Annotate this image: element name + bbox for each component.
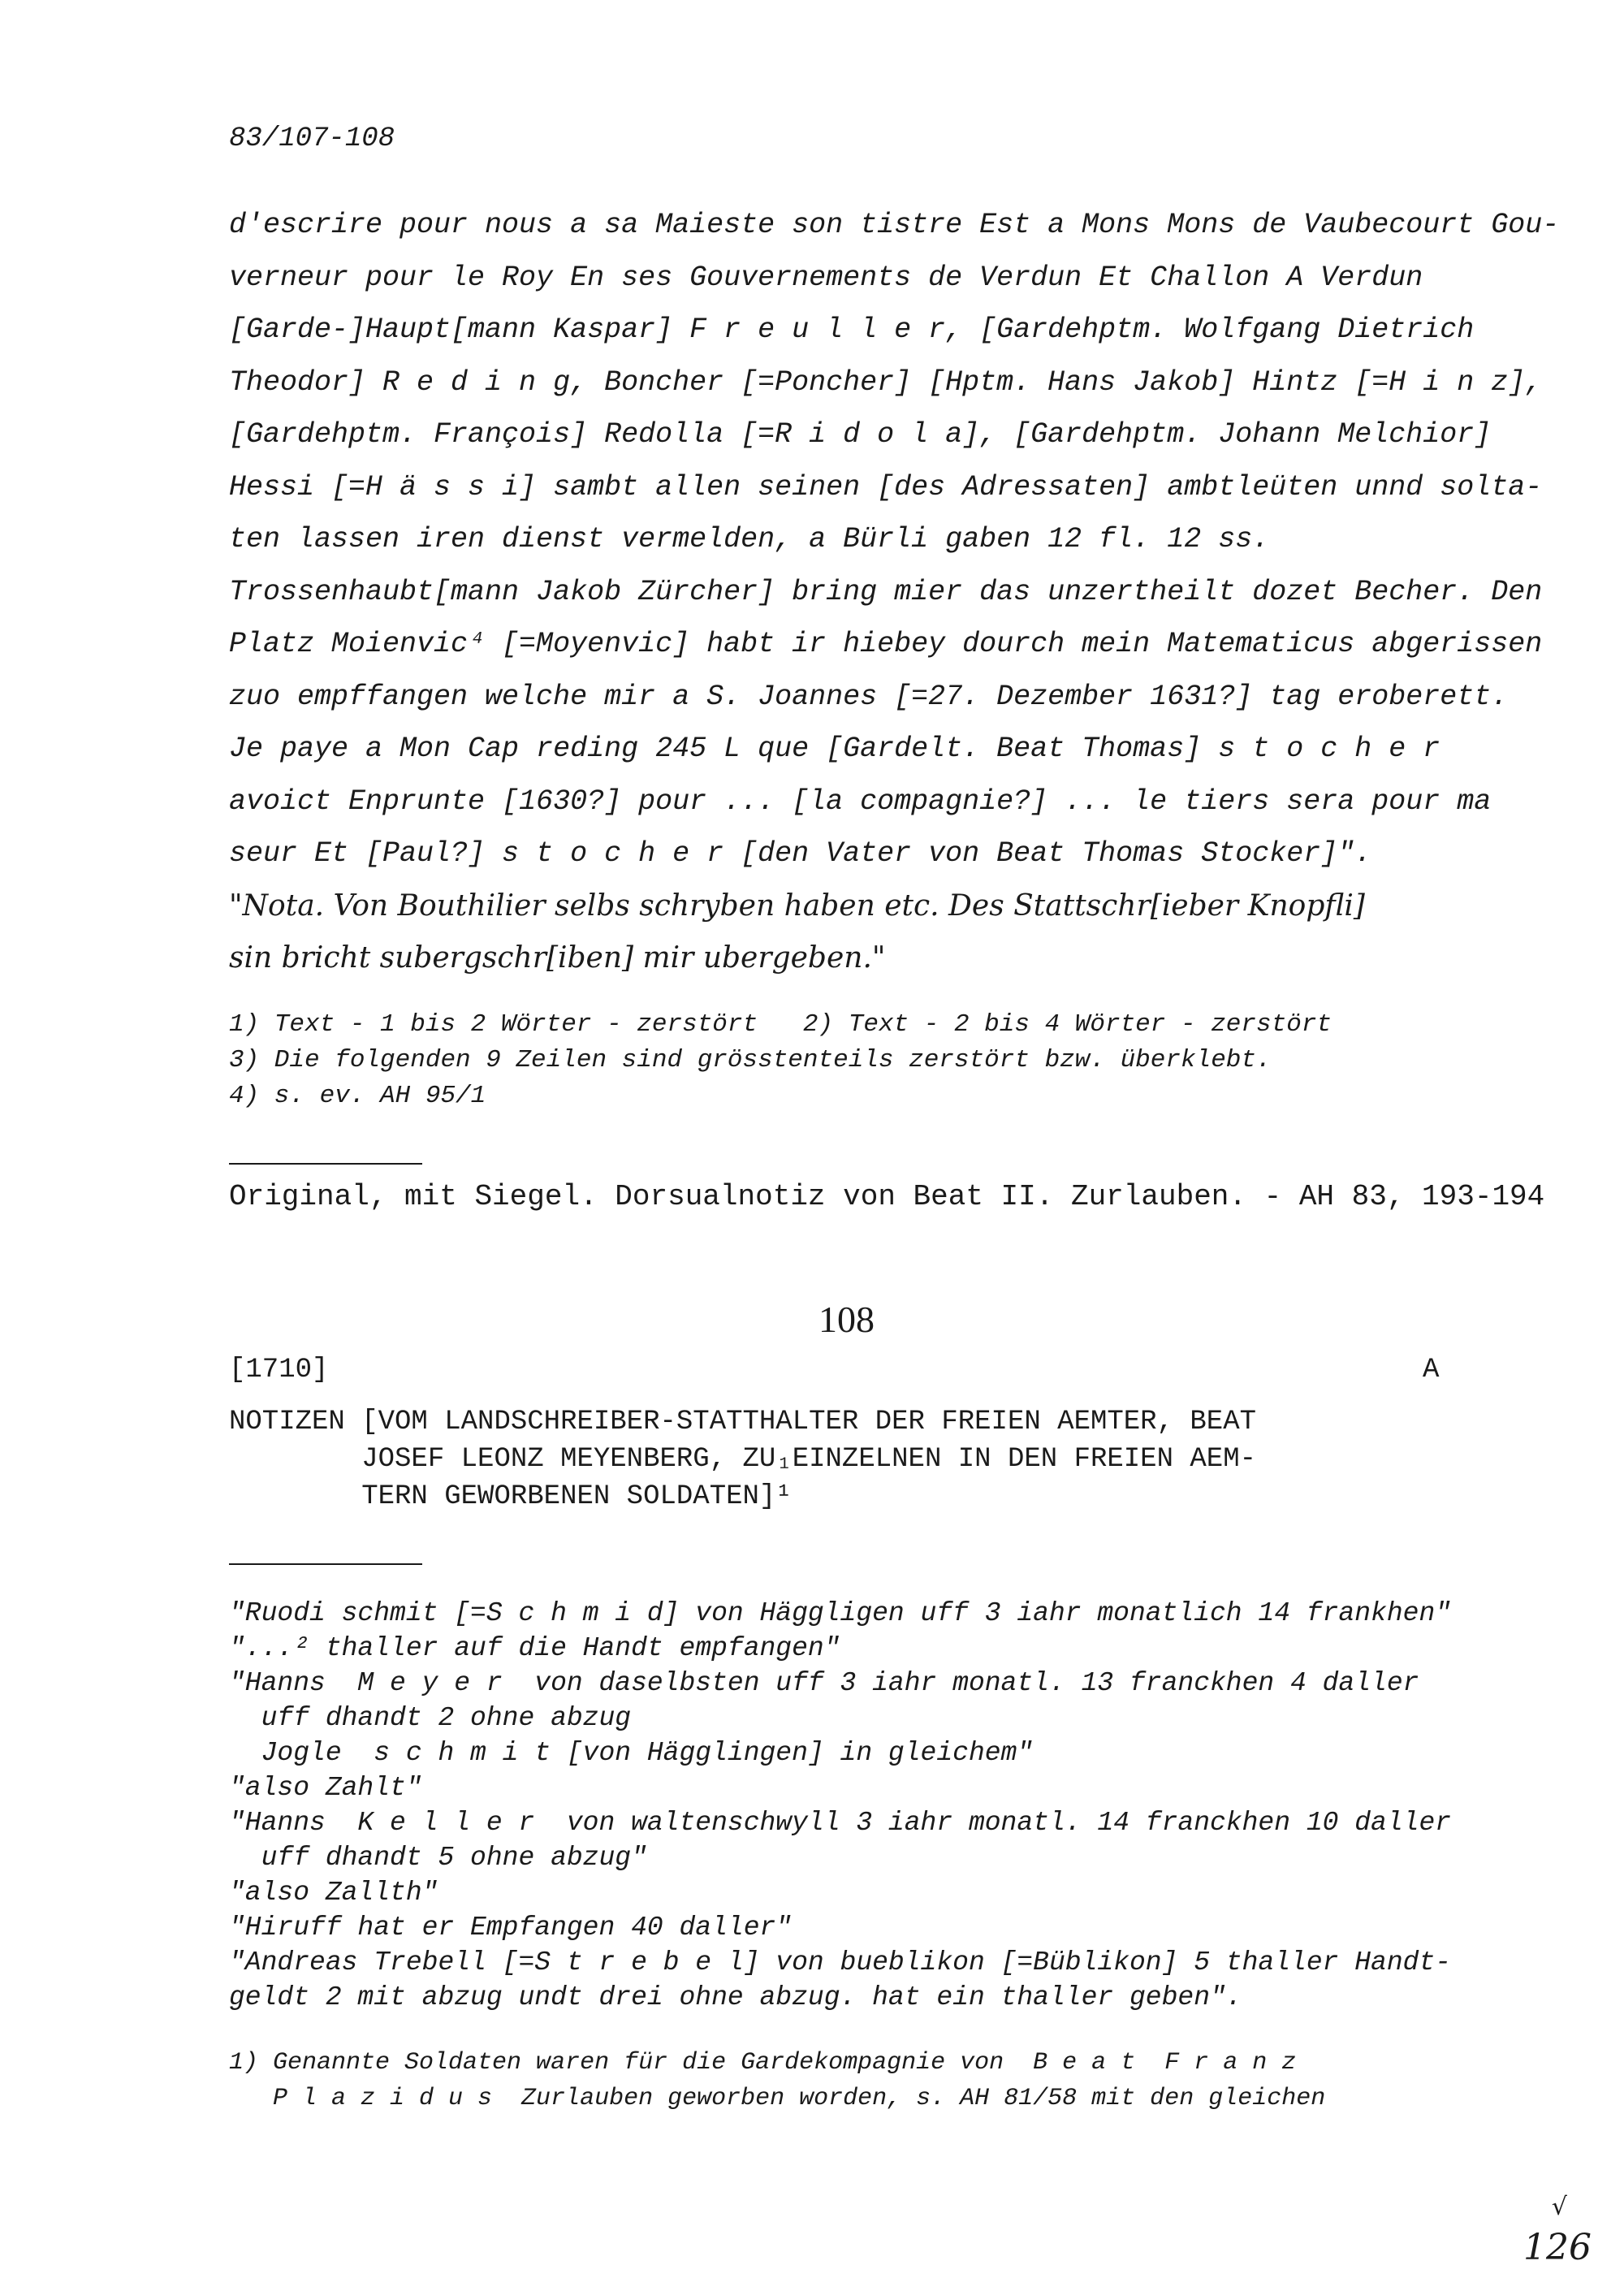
- quote-line: "Hiruff hat er Empfangen 40 daller": [229, 1913, 793, 1943]
- document-reference: 83/107-108: [229, 123, 395, 154]
- footnote: 1) Text - 1 bis 2 Wörter - zerstört 2) Text - 2 bis 4 Wörter - zerstört: [229, 1010, 1332, 1039]
- heading-divider: [229, 1563, 422, 1565]
- quote-line: "Hanns M e y e r von daselbsten uff 3 iahr monatl. 13 franckhen 4 daller: [229, 1668, 1419, 1698]
- paragraph-line: Platz Moienvic⁴ [=Moyenvic] habt ir hiebey dourch mein Matematicus abgerissen: [229, 628, 1543, 660]
- quote-line: uff dhandt 5 ohne abzug": [229, 1843, 647, 1873]
- original-note: Original, mit Siegel. Dorsualnotiz von Beat II. Zurlauben. - AH 83, 193-194: [229, 1180, 1545, 1213]
- footnote: 3) Die folgenden 9 Zeilen sind grösstenteils zerstört bzw. überklebt.: [229, 1046, 1272, 1074]
- handwritten-line: "Nota. Von Bouthilier selbs schryben haben etc. Des Stattschr[ieber Knopfli]: [229, 888, 1365, 923]
- quote-line: "also Zallth": [229, 1878, 438, 1908]
- document-number: 108: [818, 1299, 875, 1340]
- quote-line: uff dhandt 2 ohne abzug: [229, 1703, 632, 1733]
- paragraph-line: Trossenhaubt[mann Jakob Zürcher] bring mier das unzertheilt dozet Becher. Den: [229, 575, 1543, 608]
- quote-line: "Ruodi schmit [=S c h m i d] von Häggligen uff 3 iahr monatlich 14 frankhen": [229, 1598, 1452, 1628]
- quote-line: "Andreas Trebell [=S t r e b e l] von bueblikon [=Büblikon] 5 thaller Handt-: [229, 1947, 1452, 1978]
- document-heading: [229, 1403, 1256, 1515]
- quotations: [229, 1596, 1451, 2015]
- heading-line: JOSEF LEONZ MEYENBERG, ZU₁EINZELNEN IN DEN FREIEN AEM-: [229, 1444, 1257, 1475]
- handwritten-line: sin bricht subergschr[iben] mir ubergeben.": [229, 941, 886, 975]
- document-date: [1710]: [229, 1355, 329, 1385]
- paragraph-line: Theodor] R e d i n g, Boncher [=Poncher] [Hptm. Hans Jakob] Hintz [=H i n z],: [229, 365, 1543, 399]
- paragraph-line: verneur pour le Roy En ses Gouvernements de Verdun Et Challon A Verdun: [229, 261, 1423, 294]
- paragraph-line: avoict Enprunte [1630?] pour ... [la compagnie?] ... le tiers sera pour ma: [229, 785, 1492, 818]
- paragraph-line: d'escrire pour nous a sa Maieste son tistre Est a Mons Mons de Vaubecourt Gou-: [229, 209, 1560, 241]
- quote-line: "...² thaller auf die Handt empfangen": [229, 1633, 840, 1663]
- heading-line: NOTIZEN [VOM LANDSCHREIBER-STATTHALTER DER FREIEN AEMTER, BEAT: [229, 1407, 1257, 1437]
- paragraph-line: ten lassen iren dienst vermelden, a Bürli gaben 12 fl. 12 ss.: [229, 523, 1270, 555]
- paragraph-line: seur Et [Paul?] s t o c h e r [den Vater von Beat Thomas Stocker]".: [229, 837, 1372, 870]
- check-mark: √: [1551, 2193, 1567, 2221]
- quote-line: "Hanns K e l l e r von waltenschwyll 3 iahr monatl. 14 franckhen 10 daller: [229, 1808, 1452, 1838]
- footnote-divider: [229, 1163, 422, 1165]
- footnote: 4) s. ev. AH 95/1: [229, 1082, 486, 1110]
- paragraph-line: Je paye a Mon Cap reding 245 L que [Gardelt. Beat Thomas] s t o c h e r: [229, 733, 1440, 765]
- paragraph-line: [Garde-]Haupt[mann Kaspar] F r e u l l e r, [Gardehptm. Wolfgang Dietrich: [229, 313, 1475, 346]
- paragraph-line: zuo empffangen welche mir a S. Joannes [=27. Dezember 1631?] tag eroberett.: [229, 680, 1509, 713]
- footnotes: [229, 1007, 1332, 1114]
- heading-line: TERN GEWORBENEN SOLDATEN]¹: [229, 1481, 793, 1512]
- quote-line: Jogle s c h m i t [von Hägglingen] in gleichem": [229, 1738, 1034, 1768]
- main-paragraph: [229, 199, 1559, 985]
- quote-line: geldt 2 mit abzug undt drei ohne abzug. hat ein thaller geben".: [229, 1982, 1242, 2012]
- footnotes-second: [229, 2045, 1325, 2116]
- quote-line: "also Zahlt": [229, 1773, 422, 1803]
- footnote: 1) Genannte Soldaten waren für die Gardekompagnie von B e a t F r a n z: [229, 2049, 1297, 2077]
- page-number-handwritten: 126: [1523, 2227, 1592, 2268]
- paragraph-line: [Gardehptm. François] Redolla [=R i d o l a], [Gardehptm. Johann Melchior]: [229, 418, 1492, 451]
- document-letter: A: [1423, 1355, 1440, 1385]
- paragraph-line: Hessi [=H ä s s i] sambt allen seinen [des Adressaten] ambtleüten unnd solta-: [229, 470, 1543, 504]
- footnote: P l a z i d u s Zurlauben geworben worden, s. AH 81/58 mit den gleichen: [229, 2085, 1326, 2112]
